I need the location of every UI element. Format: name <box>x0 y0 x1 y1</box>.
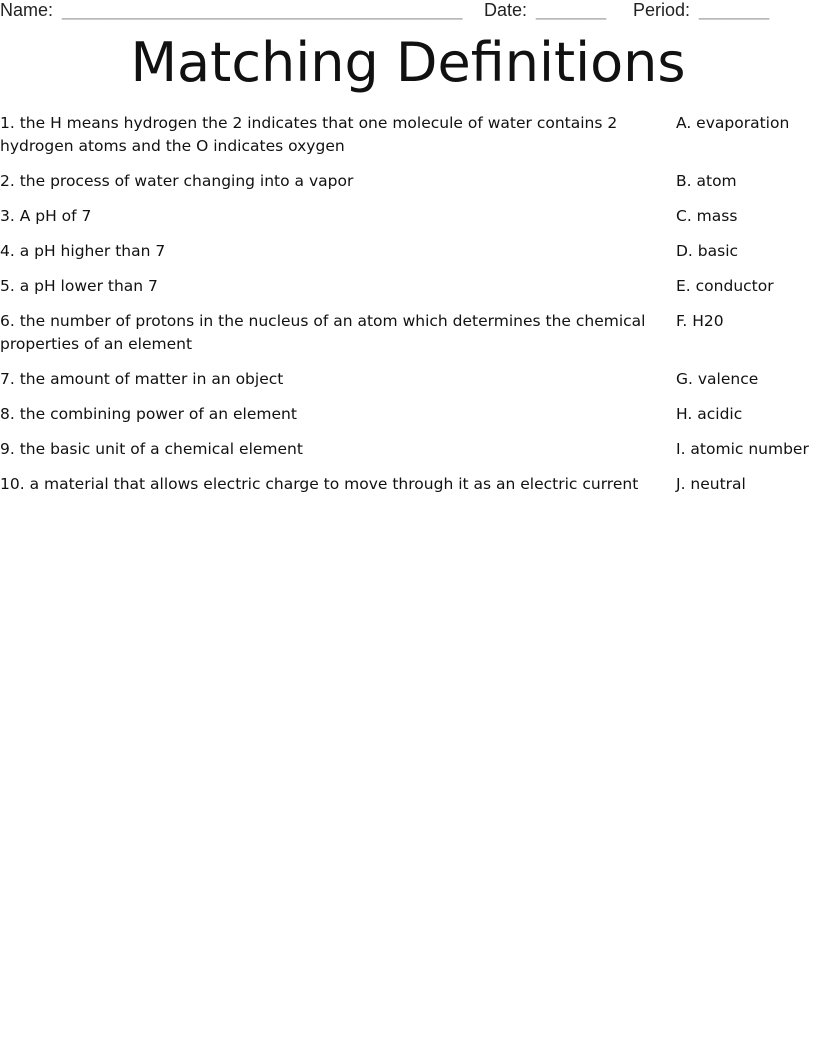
worksheet-header <box>0 0 816 22</box>
date-label: Date: <box>484 0 528 20</box>
matching-row <box>0 473 816 496</box>
term-option: D. basic <box>676 242 739 260</box>
matching-row <box>0 310 816 356</box>
matching-row <box>0 240 816 263</box>
definition-text: 9. the basic unit of a chemical element <box>0 440 303 458</box>
period-blank-line: _______ <box>699 0 770 20</box>
definition-text: 7. the amount of matter in an object <box>0 370 284 388</box>
matching-list <box>0 112 816 508</box>
date-blank-line: _______ <box>536 0 607 20</box>
term-option: H. acidic <box>676 405 743 423</box>
term-option: E. conductor <box>676 277 774 295</box>
term-option: B. atom <box>676 172 737 190</box>
term-option: F. H20 <box>676 312 724 330</box>
name-label: Name: <box>0 0 54 20</box>
matching-row <box>0 275 816 298</box>
matching-row <box>0 170 816 193</box>
matching-row <box>0 438 816 461</box>
definition-text: 1. the H means hydrogen the 2 indicates that one molecule of water contains 2 hydrogen atoms and the O indicates oxygen <box>0 114 618 155</box>
name-blank-line: ________________________________________ <box>62 0 463 20</box>
matching-row <box>0 368 816 391</box>
term-option: C. mass <box>676 207 738 225</box>
definition-text: 6. the number of protons in the nucleus of an atom which determines the chemical properties of an element <box>0 312 646 353</box>
term-option: I. atomic number <box>676 440 809 458</box>
definition-text: 10. a material that allows electric charge to move through it as an electric current <box>0 475 639 493</box>
term-option: A. evaporation <box>676 114 790 132</box>
definition-text: 8. the combining power of an element <box>0 405 297 423</box>
matching-row <box>0 403 816 426</box>
term-option: G. valence <box>676 370 759 388</box>
page-title: Matching Definitions <box>130 31 686 94</box>
definition-text: 5. a pH lower than 7 <box>0 277 158 295</box>
definition-text: 4. a pH higher than 7 <box>0 242 166 260</box>
definition-text: 2. the process of water changing into a vapor <box>0 172 354 190</box>
term-option: J. neutral <box>676 475 746 493</box>
matching-row <box>0 112 816 158</box>
period-label: Period: <box>633 0 691 20</box>
definition-text: 3. A pH of 7 <box>0 207 92 225</box>
matching-row <box>0 205 816 228</box>
